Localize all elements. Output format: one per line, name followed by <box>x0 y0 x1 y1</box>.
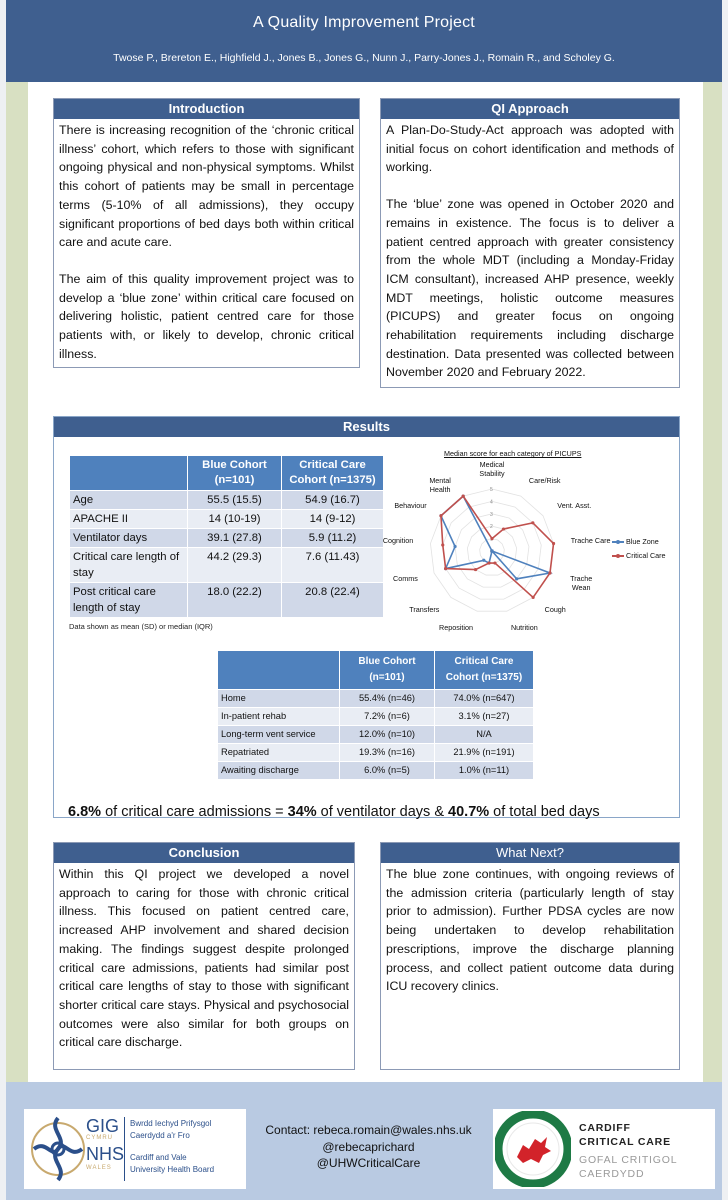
authors: Twose P., Brereton E., Highfield J., Jones B., Jones G., Nunn J., Parry-Jones J., Romain R., and Scholey G. <box>113 52 615 64</box>
conclusion-section <box>53 842 355 1070</box>
introduction-heading: Introduction <box>54 99 359 119</box>
blue-cohort-value: 18.0 (22.2) <box>188 583 282 618</box>
critical-care-value: 1.0% (n=11) <box>435 762 534 780</box>
what-next-text: The blue zone continues, with ongoing reviews of the admission criteria (particularly length of stay prior to admission). Further PDSA cycles are now being undertaken to develop rehabilitation prescriptions, improve the discharge planning process, and collect patient outcome data during ICU recovery clinics. <box>386 867 674 994</box>
row-label: Home <box>218 690 340 708</box>
table-row <box>218 690 534 708</box>
introduction-paragraph: The aim of this quality improvement project was to develop a ‘blue zone’ within critical care focused on delivering holistic, patient centred care for those patients with, or likely to develop, chronic critical illness. <box>59 271 354 361</box>
table-row <box>70 548 384 583</box>
row-label: APACHE II <box>70 510 188 529</box>
contact-info <box>246 1122 491 1172</box>
table-header: Blue Cohort (n=101) <box>340 651 435 690</box>
nhs-cardiff-vale-logo <box>24 1109 246 1189</box>
cc-logo-english <box>579 1121 671 1149</box>
critical-care-value: 20.8 (22.4) <box>282 583 384 618</box>
axis-label: Vent. Asst. <box>557 500 592 510</box>
blue-cohort-value: 7.2% (n=6) <box>340 708 435 726</box>
table-row <box>70 510 384 529</box>
axis-label: Cognition <box>382 536 414 546</box>
axis-label: Comms <box>393 574 418 584</box>
logo-line: GOFAL CRITIGOL <box>579 1154 678 1166</box>
logo-line: Caerdydd a'r Fro <box>130 1131 190 1140</box>
cardiff-critical-care-logo <box>493 1109 715 1189</box>
row-label: Post critical care length of stay <box>70 583 188 618</box>
axis-label: Mental Health <box>429 475 451 494</box>
qi-approach-section <box>380 98 680 388</box>
blue-cohort-value: 55.4% (n=46) <box>340 690 435 708</box>
table-row <box>218 726 534 744</box>
critical-care-value: 3.1% (n=27) <box>435 708 534 726</box>
legend-swatch-icon <box>612 555 624 557</box>
axis-label: Cough <box>544 605 566 615</box>
contact-email[interactable]: Contact: rebeca.romain@wales.nhs.uk <box>265 1123 472 1137</box>
row-label: Awaiting discharge <box>218 762 340 780</box>
footer <box>6 1082 722 1200</box>
qi-approach-heading: QI Approach <box>381 99 679 119</box>
svg-text:3: 3 <box>490 511 493 518</box>
legend-swatch-icon <box>612 541 624 543</box>
poster-title: A Quality Improvement Project <box>253 14 475 31</box>
legend-item-critical-care <box>612 549 666 563</box>
critical-care-value: 5.9 (11.2) <box>282 529 384 548</box>
logo-line: Cardiff and Vale <box>130 1153 187 1162</box>
svg-text:4: 4 <box>490 499 493 506</box>
twitter-handle[interactable]: @UHWCriticalCare <box>316 1156 421 1170</box>
table-row <box>70 583 384 618</box>
discharge-destination-table <box>217 650 534 780</box>
results-section <box>53 416 680 818</box>
twitter-handle[interactable]: @rebecaprichard <box>322 1139 415 1154</box>
logo-line: University Health Board <box>130 1165 215 1174</box>
legend-label: Blue Zone <box>626 537 659 546</box>
row-label: Long-term vent service <box>218 726 340 744</box>
cc-logo-welsh <box>579 1153 677 1181</box>
qi-approach-paragraph: A Plan-Do-Study-Act approach was adopted with initial focus on cohort identification and methods of working. <box>386 123 674 175</box>
table-row <box>218 744 534 762</box>
row-label: Age <box>70 491 188 510</box>
table-row <box>218 762 534 780</box>
table-header <box>218 651 340 690</box>
axis-label: Behaviour <box>394 500 427 510</box>
critical-care-value: N/A <box>435 726 534 744</box>
table-header: Critical Care Cohort (n=1375) <box>435 651 534 690</box>
critical-care-value: 14 (9-12) <box>282 510 384 529</box>
welsh-dragon-badge-icon <box>495 1111 571 1187</box>
legend-label: Critical Care <box>626 551 666 560</box>
chart-legend <box>612 535 666 563</box>
stat-ventilator-days: 34% <box>287 804 317 820</box>
legend-item-blue-zone <box>612 535 666 549</box>
divider <box>124 1117 125 1181</box>
health-board-welsh <box>130 1118 211 1142</box>
table-row <box>70 529 384 548</box>
logo-line: CARDIFF <box>579 1122 631 1134</box>
blue-cohort-value: 6.0% (n=5) <box>340 762 435 780</box>
axis-label: Medical Stability <box>479 459 505 478</box>
axis-label: Nutrition <box>510 623 538 633</box>
blue-cohort-value: 12.0% (n=10) <box>340 726 435 744</box>
row-label: Repatriated <box>218 744 340 762</box>
table-row <box>70 491 384 510</box>
critical-care-value: 7.6 (11.43) <box>282 548 384 583</box>
chart-title: Median score for each category of PICUPS <box>444 449 582 458</box>
stat-bed-days: 40.7% <box>448 804 490 820</box>
axis-label: Reposition <box>439 623 473 633</box>
svg-text:5: 5 <box>490 487 493 493</box>
introduction-paragraph: There is increasing recognition of the ‘chronic critical illness’ cohort, which refers to those with significant ongoing physical and non-physical symptoms. Whilst this cohort of patients may be small in percentage terms (5-10% of all admissions), they occupy significant proportions of bed days both within critical care and acute care. <box>59 123 354 250</box>
critical-care-value: 21.9% (n=191) <box>435 744 534 762</box>
key-finding-summary <box>68 804 600 820</box>
row-label: Ventilator days <box>70 529 188 548</box>
table-header <box>70 456 188 491</box>
summary-text: of total bed days <box>489 804 600 820</box>
table-header: Critical Care Cohort (n=1375) <box>282 456 384 491</box>
gig-text: GIG <box>86 1116 120 1136</box>
critical-care-value: 54.9 (16.7) <box>282 491 384 510</box>
logo-line: CRITICAL CARE <box>579 1136 671 1148</box>
blue-cohort-value: 44.2 (29.3) <box>188 548 282 583</box>
blue-cohort-value: 55.5 (15.5) <box>188 491 282 510</box>
summary-text: of critical care admissions = <box>101 804 288 820</box>
axis-label: Trache Care <box>570 536 611 546</box>
summary-text: of ventilator days & <box>316 804 449 820</box>
table-header: Blue Cohort (n=101) <box>188 456 282 491</box>
blue-cohort-value: 14 (10-19) <box>188 510 282 529</box>
poster <box>6 0 722 1200</box>
content-panel <box>28 82 703 1082</box>
celtic-knot-icon <box>28 1110 88 1188</box>
critical-care-value: 74.0% (n=647) <box>435 690 534 708</box>
logo-line: CAERDYDD <box>579 1168 645 1180</box>
axis-label: Trache Wean <box>570 574 593 593</box>
conclusion-text: Within this QI project we developed a novel approach to caring for those with chronic critical illness. This focused on patient centred care, increased AHP involvement and shared decision making. The findings suggest despite prolonged critical care admissions, patients had similar post critical care lengths of stay to those with significant shorter critical care stays. Physical and psychosocial outcomes were also similar for both groups on critical care discharge. <box>59 867 349 1050</box>
svg-text:2: 2 <box>490 524 493 531</box>
what-next-heading: What Next? <box>381 843 679 863</box>
stat-admissions: 6.8% <box>68 804 102 820</box>
blue-cohort-value: 19.3% (n=16) <box>340 744 435 762</box>
wales-text: WALES <box>86 1165 112 1171</box>
health-board-english <box>130 1152 214 1176</box>
logo-line: Bwrdd Iechyd Prifysgol <box>130 1119 212 1128</box>
table-note: Data shown as mean (SD) or median (IQR) <box>69 622 213 631</box>
cymru-text: CYMRU <box>86 1135 113 1141</box>
blue-cohort-value: 39.1 (27.8) <box>188 529 282 548</box>
nhs-text: NHS <box>86 1144 125 1164</box>
introduction-section <box>53 98 360 368</box>
axis-label: Transfers <box>409 605 440 615</box>
axis-label: Care/Risk <box>528 475 561 485</box>
qi-approach-paragraph: The ‘blue’ zone was opened in October 2020 and remains in existence. The focus is to deliver a patient centred approach with greater consistency from the whole MDT (including a Monday-Friday ICM consultant), increased AHP presence, weekly MDT meetings, holistic outcome measures (PICUPS) and greater focus on ongoing rehabilitation requirements including discharge destination. Data presented was collected between November 2020 and February 2022. <box>386 197 674 380</box>
title-banner <box>6 0 722 82</box>
row-label: In-patient rehab <box>218 708 340 726</box>
table-row <box>218 708 534 726</box>
what-next-section <box>380 842 680 1070</box>
demographics-table <box>69 455 384 618</box>
picups-radar-chart <box>384 439 674 639</box>
conclusion-heading: Conclusion <box>54 843 354 863</box>
results-heading: Results <box>54 417 679 437</box>
row-label: Critical care length of stay <box>70 548 188 583</box>
